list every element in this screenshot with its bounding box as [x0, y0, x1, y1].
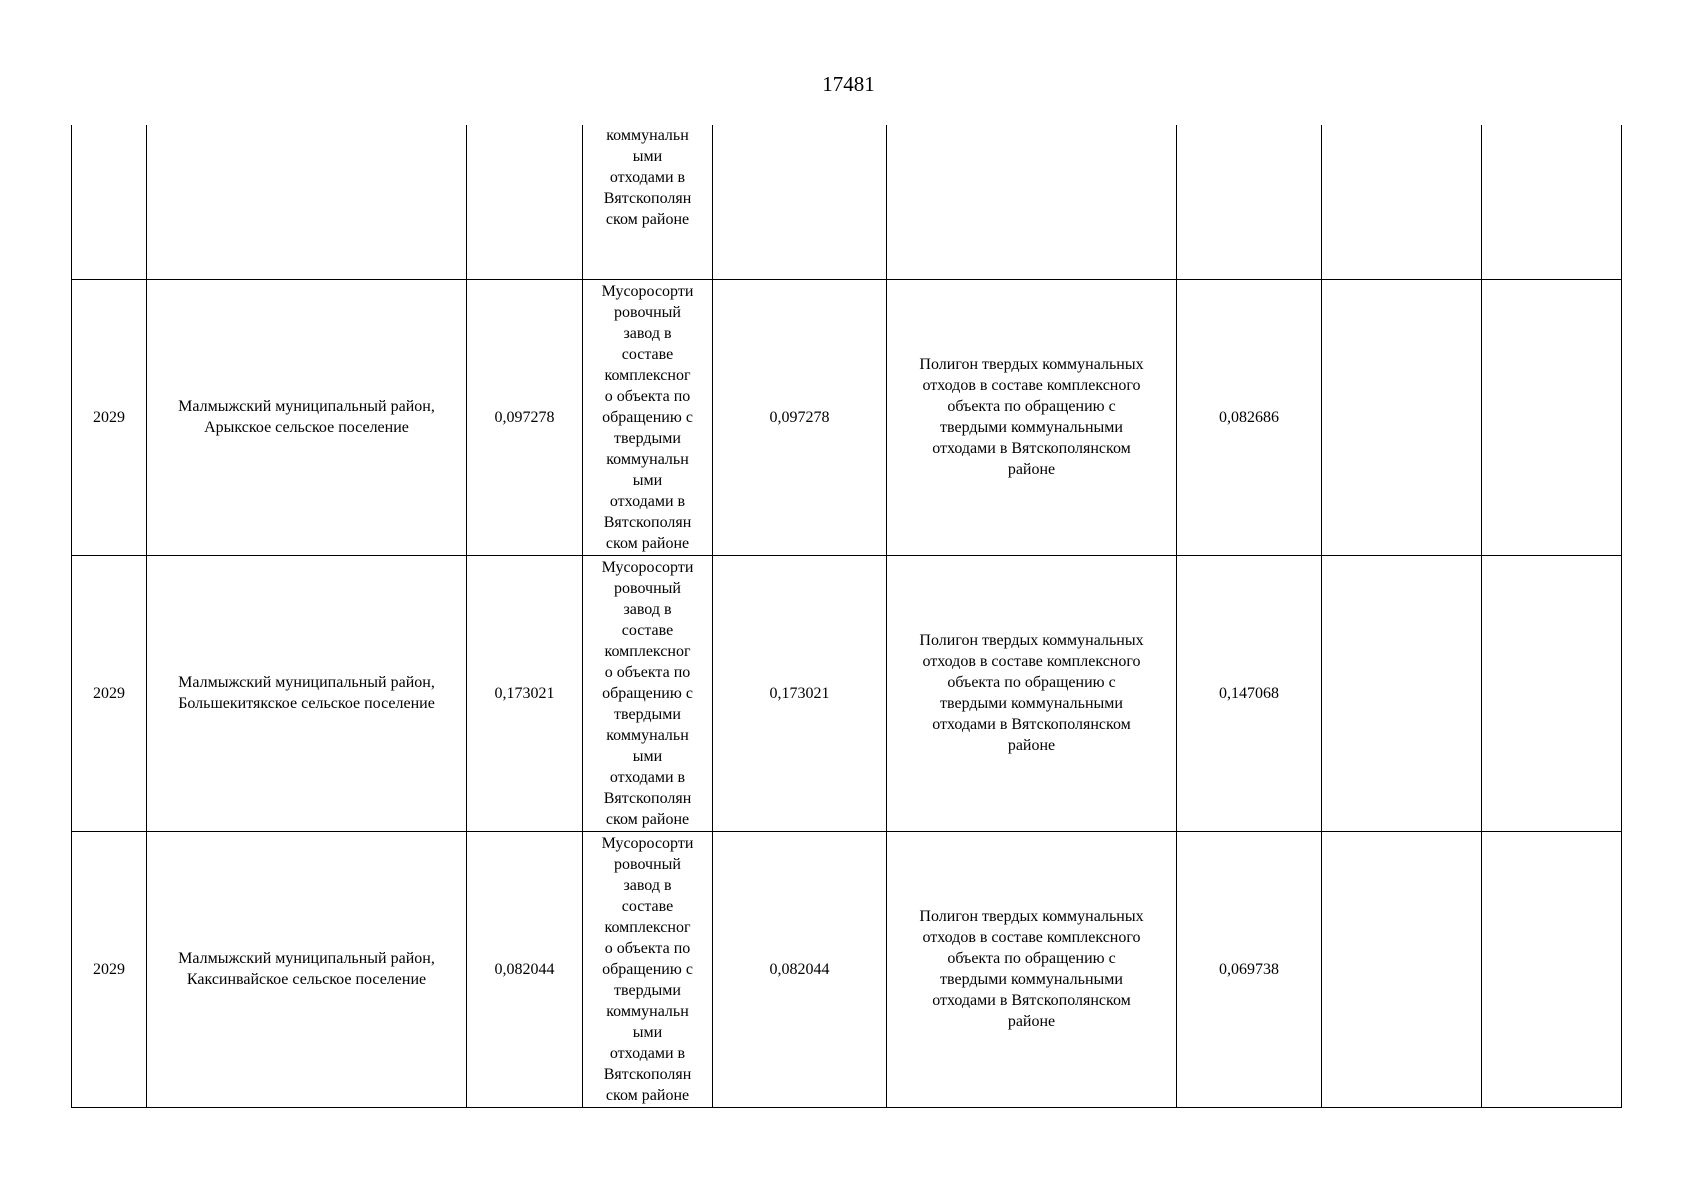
cell-volume-3: 0,069738: [1177, 831, 1322, 1107]
table-row: [72, 555, 1622, 831]
cell-facility: Мусоросорти ровочный завод в составе комплексног о объекта по обращению с твердыми коммунальн ыми отходами в Вятскополян ском районе: [583, 831, 713, 1107]
cell-landfill: Полигон твердых коммунальных отходов в составе комплексного объекта по обращению с твердыми коммунальными отходами в Вятскополянском районе: [887, 555, 1177, 831]
cell-volume-3: [1177, 125, 1322, 279]
table-row: [72, 831, 1622, 1107]
cell-col-9: [1482, 555, 1622, 831]
cell-volume-1: 0,173021: [467, 555, 583, 831]
cell-volume-2: [713, 125, 887, 279]
cell-year: [72, 125, 147, 279]
cell-col-9: [1482, 831, 1622, 1107]
cell-landfill: Полигон твердых коммунальных отходов в составе комплексного объекта по обращению с твердыми коммунальными отходами в Вятскополянском районе: [887, 279, 1177, 555]
cell-territory: [147, 125, 467, 279]
cell-volume-1: [467, 125, 583, 279]
table-row: [72, 279, 1622, 555]
cell-facility: Мусоросорти ровочный завод в составе комплексног о объекта по обращению с твердыми коммунальн ыми отходами в Вятскополян ском районе: [583, 279, 713, 555]
cell-col-9: [1482, 125, 1622, 279]
data-table: [71, 125, 1622, 1108]
cell-year: 2029: [72, 555, 147, 831]
cell-volume-3: 0,147068: [1177, 555, 1322, 831]
cell-facility: Мусоросорти ровочный завод в составе комплексног о объекта по обращению с твердыми коммунальн ыми отходами в Вятскополян ском районе: [583, 555, 713, 831]
cell-col-8: [1322, 831, 1482, 1107]
cell-volume-2: 0,082044: [713, 831, 887, 1107]
cell-volume-2: 0,173021: [713, 555, 887, 831]
cell-volume-3: 0,082686: [1177, 279, 1322, 555]
cell-landfill: [887, 125, 1177, 279]
cell-col-9: [1482, 279, 1622, 555]
cell-col-8: [1322, 279, 1482, 555]
facility-text: коммунальн ыми отходами в Вятскополян ском районе: [603, 127, 692, 228]
cell-territory: Малмыжский муниципальный район, Каксинвайское сельское поселение: [147, 831, 467, 1107]
cell-volume-1: 0,097278: [467, 279, 583, 555]
cell-col-8: [1322, 125, 1482, 279]
cell-facility: [583, 125, 713, 279]
page-number: 17481: [822, 72, 875, 96]
table-row-continued: [72, 125, 1622, 279]
cell-year: 2029: [72, 831, 147, 1107]
cell-landfill: Полигон твердых коммунальных отходов в составе комплексного объекта по обращению с твердыми коммунальными отходами в Вятскополянском районе: [887, 831, 1177, 1107]
cell-volume-2: 0,097278: [713, 279, 887, 555]
cell-col-8: [1322, 555, 1482, 831]
cell-territory: Малмыжский муниципальный район, Арыкское сельское поселение: [147, 279, 467, 555]
cell-territory: Малмыжский муниципальный район, Большекитякское сельское поселение: [147, 555, 467, 831]
cell-year: 2029: [72, 279, 147, 555]
cell-volume-1: 0,082044: [467, 831, 583, 1107]
